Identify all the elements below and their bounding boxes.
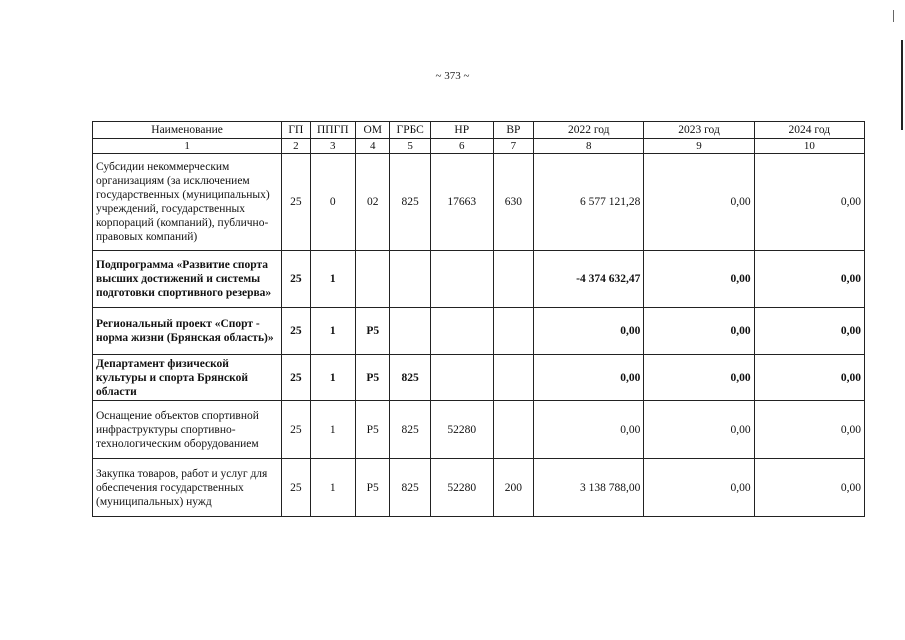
cell-2022: 0,00 (534, 355, 644, 401)
cell-2023: 0,00 (644, 459, 754, 517)
cell-2023: 0,00 (644, 401, 754, 459)
header-2023: 2023 год (644, 122, 754, 139)
cell-om (356, 251, 390, 308)
column-number: 10 (754, 139, 864, 154)
table-row (93, 251, 865, 308)
budget-table (92, 121, 865, 517)
table-row (93, 308, 865, 355)
cell-vr (493, 251, 533, 308)
cell-vr (493, 401, 533, 459)
header-nr: НР (430, 122, 493, 139)
cell-ppgp: 0 (310, 154, 356, 251)
cell-ppgp: 1 (310, 459, 356, 517)
cell-2022: -4 374 632,47 (534, 251, 644, 308)
cell-om: P5 (356, 308, 390, 355)
cell-2024: 0,00 (754, 401, 864, 459)
cell-nr: 17663 (430, 154, 493, 251)
row-name: Региональный проект «Спорт - норма жизни (Брянская область)» (93, 308, 282, 355)
cell-gp: 25 (282, 154, 310, 251)
header-om: ОМ (356, 122, 390, 139)
column-number: 6 (430, 139, 493, 154)
column-number: 5 (390, 139, 430, 154)
cell-nr (430, 251, 493, 308)
column-number: 1 (93, 139, 282, 154)
cell-2024: 0,00 (754, 355, 864, 401)
cell-gp: 25 (282, 251, 310, 308)
header-gp: ГП (282, 122, 310, 139)
cell-nr (430, 308, 493, 355)
cell-om: 02 (356, 154, 390, 251)
header-grbs: ГРБС (390, 122, 430, 139)
row-name: Департамент физической культуры и спорта Брянской области (93, 355, 282, 401)
cell-2024: 0,00 (754, 251, 864, 308)
cell-vr (493, 355, 533, 401)
cell-vr: 630 (493, 154, 533, 251)
cell-om: P5 (356, 401, 390, 459)
cell-gp: 25 (282, 308, 310, 355)
column-number: 7 (493, 139, 533, 154)
cell-2022: 6 577 121,28 (534, 154, 644, 251)
cell-2023: 0,00 (644, 355, 754, 401)
header-vr: ВР (493, 122, 533, 139)
header-2022: 2022 год (534, 122, 644, 139)
cell-gp: 25 (282, 355, 310, 401)
cell-2022: 0,00 (534, 401, 644, 459)
header-ppgp: ППГП (310, 122, 356, 139)
cell-ppgp: 1 (310, 401, 356, 459)
cell-grbs (390, 251, 430, 308)
cell-om: P5 (356, 355, 390, 401)
cell-om: P5 (356, 459, 390, 517)
page-number: ~ 373 ~ (435, 70, 470, 82)
column-number: 2 (282, 139, 310, 154)
column-number: 4 (356, 139, 390, 154)
cell-2024: 0,00 (754, 459, 864, 517)
row-name: Субсидии некоммерческим организациям (за исключением государственных (муниципальных) учреждений, государственных корпораций (компаний), публично-правовых компаний) (93, 154, 282, 251)
cell-grbs: 825 (390, 401, 430, 459)
table-row (93, 401, 865, 459)
cell-2023: 0,00 (644, 251, 754, 308)
cell-grbs: 825 (390, 459, 430, 517)
cell-vr (493, 308, 533, 355)
cell-grbs: 825 (390, 154, 430, 251)
cell-grbs (390, 308, 430, 355)
header-name: Наименование (93, 122, 282, 139)
row-name: Закупка товаров, работ и услуг для обеспечения государственных (муниципальных) нужд (93, 459, 282, 517)
row-name: Оснащение объектов спортивной инфраструктуры спортивно-технологическим оборудованием (93, 401, 282, 459)
table-row (93, 154, 865, 251)
cell-2023: 0,00 (644, 308, 754, 355)
scan-binding-line (901, 40, 903, 130)
table-row (93, 459, 865, 517)
column-number: 9 (644, 139, 754, 154)
header-2024: 2024 год (754, 122, 864, 139)
header-row (93, 122, 865, 139)
cell-nr: 52280 (430, 401, 493, 459)
cell-2024: 0,00 (754, 308, 864, 355)
cell-ppgp: 1 (310, 251, 356, 308)
cell-grbs: 825 (390, 355, 430, 401)
cell-2022: 3 138 788,00 (534, 459, 644, 517)
cell-2024: 0,00 (754, 154, 864, 251)
column-number: 3 (310, 139, 356, 154)
cell-gp: 25 (282, 459, 310, 517)
cell-nr (430, 355, 493, 401)
table-row (93, 355, 865, 401)
cell-gp: 25 (282, 401, 310, 459)
cell-vr: 200 (493, 459, 533, 517)
column-number: 8 (534, 139, 644, 154)
cell-ppgp: 1 (310, 308, 356, 355)
cell-nr: 52280 (430, 459, 493, 517)
cell-ppgp: 1 (310, 355, 356, 401)
cell-2023: 0,00 (644, 154, 754, 251)
cell-2022: 0,00 (534, 308, 644, 355)
row-name: Подпрограмма «Развитие спорта высших достижений и системы подготовки спортивного резерва» (93, 251, 282, 308)
column-number-row (93, 139, 865, 154)
scan-edge-mark (893, 10, 894, 22)
